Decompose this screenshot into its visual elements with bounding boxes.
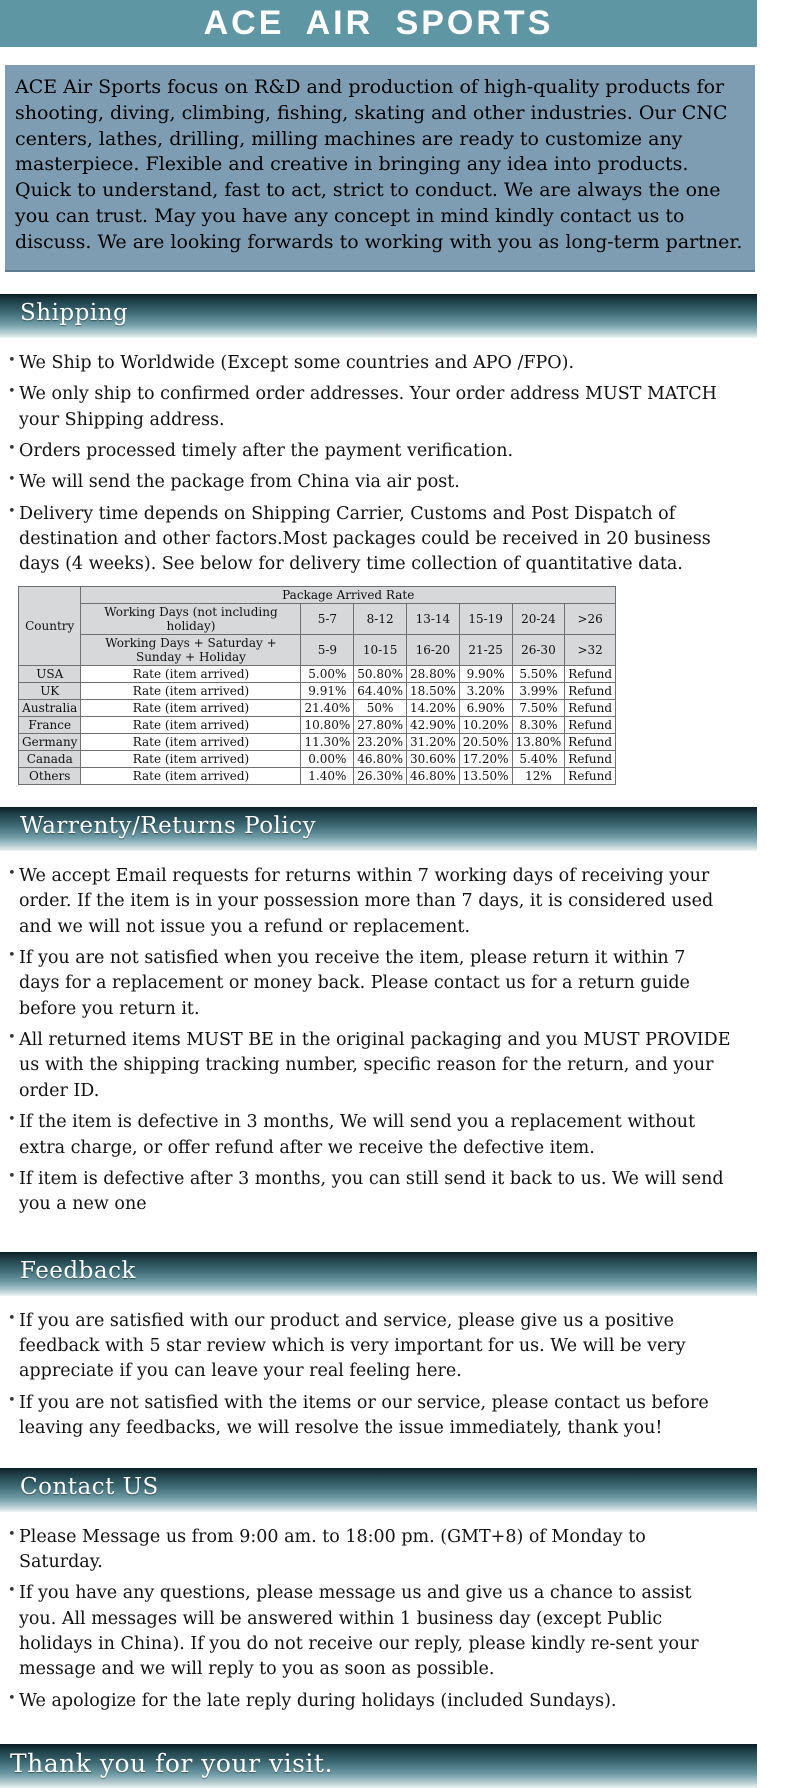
rate-cell: 6.90% [459,699,512,716]
section-contact [0,1468,757,1715]
list-item: • We will send the package from China via air post. [8,470,731,495]
list-item: • If you are satisfied with our product and service, please give us a positive feedback with 5 star review which is very important for us. We will be very appreciate if you can leave your real feeling here. [8,1309,731,1385]
rate-cell: 14.20% [407,699,460,716]
rate-cell: 10.80% [301,716,354,733]
footer-bar [0,1744,757,1788]
rate-cell: 9.90% [459,665,512,682]
col-header: 15-19 [459,603,512,634]
rate-cell: 3.99% [512,682,565,699]
shipping-bullet-list [8,351,731,578]
col-header: 5-9 [301,634,354,665]
rate-cell: 12% [512,767,565,784]
col-header: 16-20 [407,634,460,665]
table-header-row [19,603,616,634]
footer-text: Thank you for your visit. [10,1748,333,1778]
rate-label-cell: Rate (item arrived) [81,682,301,699]
country-cell: Australia [19,699,81,716]
brand-banner [0,0,757,47]
list-item: • If you have any questions, please message us and give us a chance to assist you. All messages will be answered within 1 business day (except Public holidays in China). If you do not receive our reply, please kindly re-sent your message and we will reply to you as soon as possible. [8,1581,731,1683]
table-header-row [19,586,616,603]
rate-cell: Refund [565,716,616,733]
col-header: 8-12 [354,603,407,634]
table-row [19,767,616,784]
rate-cell: 46.80% [407,767,460,784]
warranty-bullet-list [8,864,731,1218]
rate-cell: Refund [565,733,616,750]
section-warranty [0,807,757,1218]
list-item: • All returned items MUST BE in the original packaging and you MUST PROVIDE us with the shipping tracking number, specific reason for the return, and your order ID. [8,1028,731,1104]
rate-label-cell: Rate (item arrived) [81,665,301,682]
working-days-holiday-label: Working Days + Saturday + Sunday + Holiday [81,634,301,665]
col-header: 20-24 [512,603,565,634]
rate-cell: 5.00% [301,665,354,682]
rate-cell: 10.20% [459,716,512,733]
table-row [19,750,616,767]
rate-cell: 7.50% [512,699,565,716]
intro-box [5,65,755,272]
brand-title: ACE AIR SPORTS [203,4,554,42]
list-item: • If item is defective after 3 months, you can still send it back to us. We will send you a new one [8,1167,731,1218]
rate-cell: 8.30% [512,716,565,733]
rate-cell: 50% [354,699,407,716]
country-cell: Canada [19,750,81,767]
rate-cell: 26.30% [354,767,407,784]
list-item: • We accept Email requests for returns within 7 working days of receiving your order. If the item is in your possession more than 7 days, it is considered used and we will not issue you a refund or replacement. [8,864,731,940]
list-item: • Orders processed timely after the payment verification. [8,439,731,464]
rate-cell: Refund [565,665,616,682]
rate-cell: 17.20% [459,750,512,767]
rate-cell: 1.40% [301,767,354,784]
rate-cell: 31.20% [407,733,460,750]
section-title-shipping: Shipping [20,299,129,326]
rate-cell: 50.80% [354,665,407,682]
section-header-warranty [0,807,757,851]
rate-cell: Refund [565,682,616,699]
rate-cell: 5.50% [512,665,565,682]
rate-cell: Refund [565,699,616,716]
working-days-label: Working Days (not including holiday) [81,603,301,634]
section-title-feedback: Feedback [20,1257,136,1284]
intro-text: ACE Air Sports focus on R&D and production of high-quality products for shooting, diving, climbing, fishing, skating and other industries. Our CNC centers, lathes, drilling, milling machines are ready to customize any masterpiece. Flexible and creative in bringing any idea into products. Quick to understand, fast to act, strict to conduct. We are always the one you can trust. May you have any concept in mind kindly contact us to discuss. We are looking forwards to working with you as long-term partner. [15,76,743,253]
rate-cell: 11.30% [301,733,354,750]
table-row [19,682,616,699]
table-row [19,665,616,682]
section-header-feedback [0,1252,757,1296]
country-cell: UK [19,682,81,699]
list-item: • If you are not satisfied with the items or our service, please contact us before leaving any feedbacks, we will resolve the issue immediately, thank you! [8,1391,731,1442]
country-cell: USA [19,665,81,682]
section-title-contact: Contact US [20,1473,159,1500]
list-item: • We apologize for the late reply during holidays (included Sundays). [8,1689,731,1714]
rate-label-cell: Rate (item arrived) [81,716,301,733]
rate-cell: 30.60% [407,750,460,767]
rate-cell: 64.40% [354,682,407,699]
rate-cell: 0.00% [301,750,354,767]
rate-cell: 42.90% [407,716,460,733]
rate-cell: 27.80% [354,716,407,733]
rate-cell: 18.50% [407,682,460,699]
rate-cell: 3.20% [459,682,512,699]
rate-cell: 23.20% [354,733,407,750]
table-row [19,733,616,750]
list-item: • Delivery time depends on Shipping Carrier, Customs and Post Dispatch of destination and other factors.Most packages could be received in 20 business days (4 weeks). See below for delivery time collection of quantitative data. [8,502,731,578]
feedback-bullet-list [8,1309,731,1442]
rate-cell: Refund [565,750,616,767]
section-title-warranty: Warrenty/Returns Policy [20,812,317,839]
list-item: • If the item is defective in 3 months, We will send you a replacement without extra charge, or offer refund after we receive the defective item. [8,1110,731,1161]
col-header: 13-14 [407,603,460,634]
country-cell: France [19,716,81,733]
contact-bullet-list [8,1525,731,1715]
section-shipping [0,294,757,785]
list-item: • Please Message us from 9:00 am. to 18:00 pm. (GMT+8) of Monday to Saturday. [8,1525,731,1576]
country-cell: Others [19,767,81,784]
col-header: 21-25 [459,634,512,665]
country-cell: Germany [19,733,81,750]
rate-cell: 21.40% [301,699,354,716]
section-feedback [0,1252,757,1442]
col-header: 10-15 [354,634,407,665]
section-header-contact [0,1468,757,1512]
rate-cell: Refund [565,767,616,784]
list-item: • If you are not satisfied when you receive the item, please return it within 7 days for a replacement or money back. Please contact us for a return guide before you return it. [8,946,731,1022]
list-item: • We only ship to confirmed order addresses. Your order address MUST MATCH your Shipping address. [8,382,731,433]
col-header: >32 [565,634,616,665]
col-header: 5-7 [301,603,354,634]
rate-cell: 5.40% [512,750,565,767]
table-header-row [19,634,616,665]
col-header: >26 [565,603,616,634]
rate-label-cell: Rate (item arrived) [81,699,301,716]
rate-cell: 13.80% [512,733,565,750]
col-header: 26-30 [512,634,565,665]
list-item: • We Ship to Worldwide (Except some countries and APO /FPO). [8,351,731,376]
table-title: Package Arrived Rate [81,586,616,603]
rate-label-cell: Rate (item arrived) [81,750,301,767]
table-row [19,699,616,716]
rate-label-cell: Rate (item arrived) [81,733,301,750]
rate-cell: 46.80% [354,750,407,767]
rate-cell: 28.80% [407,665,460,682]
shipping-rate-table [18,586,616,785]
section-header-shipping [0,294,757,338]
rate-cell: 13.50% [459,767,512,784]
rate-label-cell: Rate (item arrived) [81,767,301,784]
table-row [19,716,616,733]
table-country-header: Country [19,586,81,665]
rate-cell: 20.50% [459,733,512,750]
rate-cell: 9.91% [301,682,354,699]
